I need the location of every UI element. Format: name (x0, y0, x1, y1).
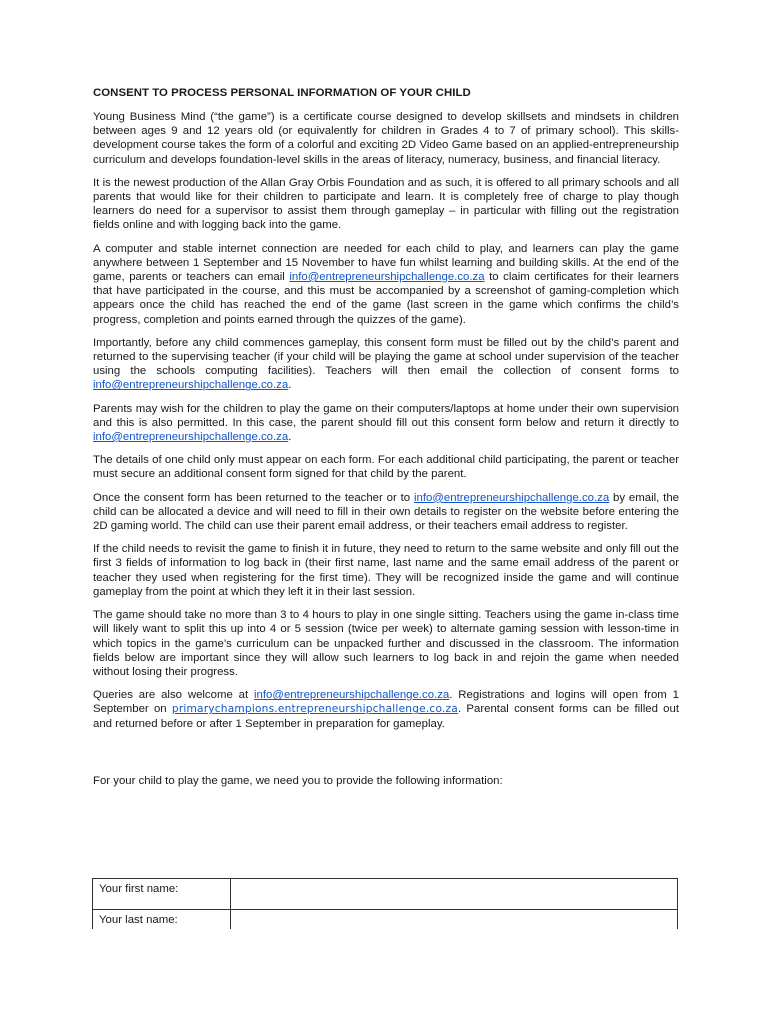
text: Queries are also welcome at (93, 689, 255, 702)
paragraph-foundation: It is the newest production of the Allan Gray Orbis Foundation and as such, it is offered to all primary schools and all parents that would like for their children to participate and learn. It is completely free of charge to play though learners do need for a supervisor to assist them through gameplay – in particular with filling out the registration fields online and with logging back into the game. (93, 176, 679, 232)
paragraph-intro: Young Business Mind (“the game”) is a certificate course designed to develop skillsets and mindsets in children between ages 9 and 12 years old (or equivalently for children in Grades 4 to 7 of primary school). This skills-development course takes the form of a colorful and exciting 2D Video Game based on an applied-entrepreneurship curriculum and develops foundation-level skills in the areas of literacy, numeracy, business, and financial literacy. (93, 111, 679, 166)
email-link[interactable]: info@entrepreneurshipchallenge.co.za (289, 271, 485, 284)
email-link[interactable]: info@entrepreneurshipchallenge.co.za (93, 379, 289, 392)
last-name-field[interactable] (231, 910, 678, 930)
text: Importantly, before any child commences gameplay, this consent form must be filled out by the child’s parent and returned to the supervising teacher (if your child will be playing the game at school under supervision of the teacher using the schools computing facilities). Teachers will then email the collection of consent forms to (93, 336, 679, 378)
text: by email, the child can be allocated a device and will need to fill in their own details to register on the website before entering the 2D gaming world. The child can use their parent email address, or their teachers email address to register. (93, 491, 679, 533)
first-name-label: Your first name: (93, 879, 231, 910)
email-link[interactable]: info@entrepreneurshipchallenge.co.za (93, 431, 289, 444)
text: A computer and stable internet connection are needed for each child to play, and learners can play the game anywhere between 1 September and 15 November to have fun whilst learning and building skills. At the end of the game, parents or teachers can email (93, 242, 679, 284)
text: Parents may wish for the children to play the game on their computers/laptops at home under their own supervision and this is also permitted. In this case, the parent should fill out this consent form below and return it directly to (93, 402, 679, 429)
website-link[interactable]: primarychampions.entrepreneurshipchallenge.co.za (171, 703, 458, 716)
text: . (288, 431, 292, 444)
text: Once the consent form has been returned to the teacher or to (93, 491, 414, 504)
paragraph-duration: The game should take no more than 3 to 4 hours to play in one single sitting. Teachers using the game in-class time will likely want to split this up into 4 or 5 session (twice per week) to alternate gaming session with lesson-time in which topics in the game’s curriculum can be unpacked further and discussed in the classroom. The information fields below are important since they will allow such learners to log back in and rejoin the game when needed without losing their progress. (93, 609, 679, 678)
paragraph-revisit: If the child needs to revisit the game to finish it in future, they need to return to the same website and only fill out the first 3 fields of information to log back in (their first name, last name and the same email address of the parent or teacher they used when registering for the first time). They will be recognized inside the game and will continue gameplay from the point at which they left it in their last session. (93, 543, 679, 598)
paragraph-requirements (93, 242, 679, 327)
spacer (93, 740, 679, 774)
text: . (288, 379, 292, 392)
text: . Parental consent forms can be filled out and returned before or after 1 September in preparation for gameplay. (93, 703, 679, 730)
last-name-label: Your last name: (93, 910, 231, 930)
paragraph-info-request: For your child to play the game, we need you to provide the following information: (93, 774, 503, 787)
paragraph-home-play (93, 402, 679, 445)
text: . Registrations and logins will open from 1 September on (93, 689, 679, 716)
table-row (93, 910, 678, 930)
text: to claim certificates for their learners that have participated in the course, and this must be accompanied by a screenshot of gaming-completion which appears once the child has reached the end of the game (last screen in the game which confirms the child’s progress, completion and points earned through the quizzes of the game). (93, 271, 679, 326)
email-link[interactable]: info@entrepreneurshipchallenge.co.za (254, 689, 450, 702)
information-form-table (92, 878, 678, 929)
table-row (93, 879, 678, 910)
paragraph-registration (93, 491, 679, 534)
paragraph-queries (93, 688, 679, 731)
paragraph-one-child: The details of one child only must appear on each form. For each additional child participating, the parent or teacher must secure an additional consent form signed for that child by the parent. (93, 454, 679, 481)
email-link[interactable]: info@entrepreneurshipchallenge.co.za (413, 491, 610, 504)
paragraph-consent-required (93, 336, 679, 393)
first-name-field[interactable] (231, 879, 678, 910)
document-page (93, 86, 679, 797)
document-title: CONSENT TO PROCESS PERSONAL INFORMATION OF YOUR CHILD (93, 87, 471, 99)
